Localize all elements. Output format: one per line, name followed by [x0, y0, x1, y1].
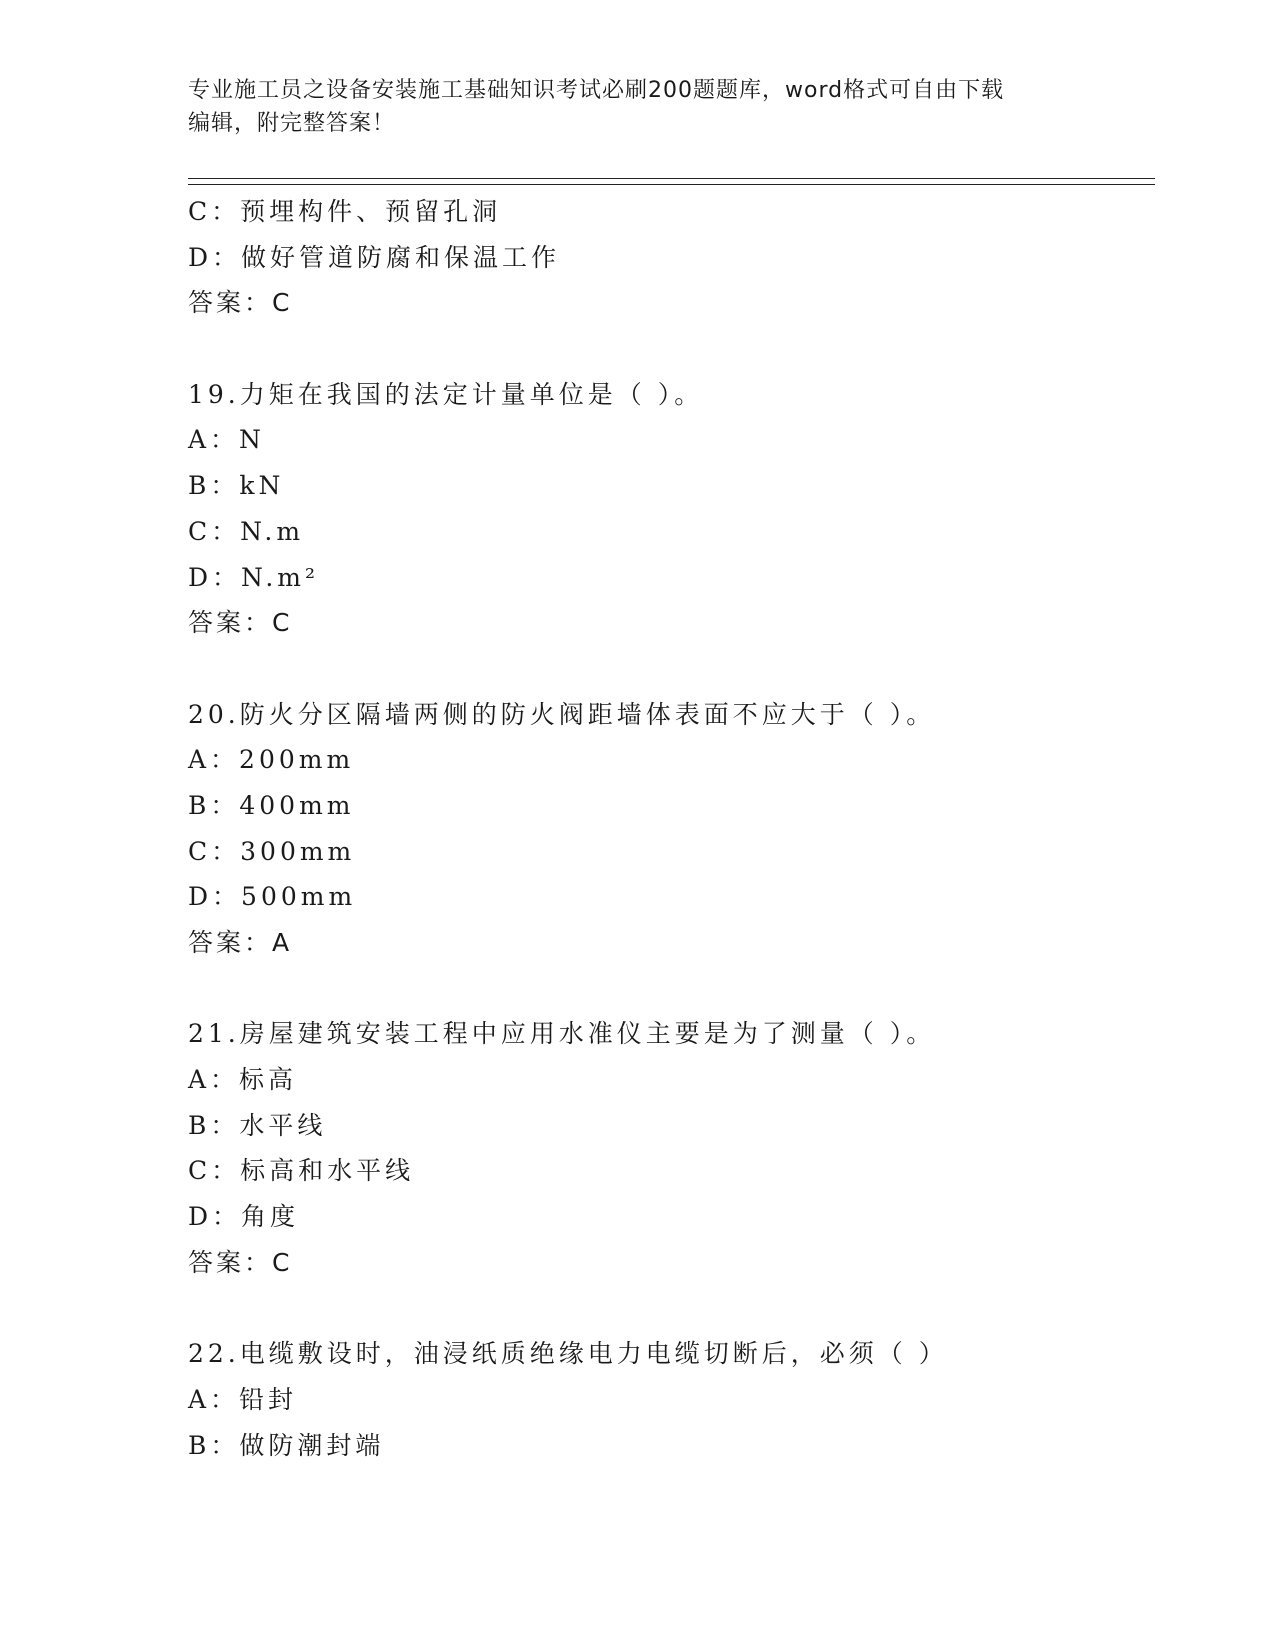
option-c: C：300mm	[188, 836, 356, 866]
question-22	[188, 1331, 1148, 1468]
option-d: D：500mm	[188, 882, 357, 912]
question-19	[188, 372, 1148, 646]
option-b: B：水平线	[188, 1110, 327, 1140]
option-c: C：预埋构件、预留孔洞	[188, 197, 502, 226]
header-title-line-2: 编辑，附完整答案！	[188, 111, 396, 136]
page-header	[188, 74, 1088, 140]
spacer	[188, 1286, 1148, 1332]
header-title-line-1: 专业施工员之设备安装施工基础知识考试必刷200题题库，word格式可自由下载	[188, 78, 1005, 103]
option-a: A：标高	[188, 1065, 298, 1095]
option-d: D：角度	[188, 1202, 300, 1232]
answer-line: 答案：C	[188, 1247, 293, 1277]
option-a: A：N	[188, 425, 265, 455]
spacer	[188, 326, 1148, 372]
answer-line: 答案：C	[188, 288, 293, 318]
option-c: C：N.m	[188, 516, 305, 546]
option-a: A：铅封	[188, 1384, 298, 1414]
option-c: C：标高和水平线	[188, 1156, 415, 1186]
carryover-question	[188, 189, 1148, 326]
option-b: B：kN	[188, 471, 285, 501]
question-20	[188, 692, 1148, 966]
question-21	[188, 1011, 1148, 1285]
spacer	[188, 646, 1148, 692]
question-stem: 22.电缆敷设时，油浸纸质绝缘电力电缆切断后，必须（ ）	[188, 1339, 948, 1369]
answer-line: 答案：C	[188, 608, 293, 638]
question-stem: 19.力矩在我国的法定计量单位是（ ）。	[188, 379, 704, 409]
answer-line: 答案：A	[188, 928, 293, 957]
option-d: D：做好管道防腐和保温工作	[188, 242, 561, 272]
option-b: B：做防潮封端	[188, 1430, 385, 1460]
option-a: A：200mm	[188, 745, 355, 775]
header-divider	[188, 178, 1155, 185]
question-stem: 20.防火分区隔墙两侧的防火阀距墙体表面不应大于（ ）。	[188, 699, 936, 729]
option-b: B：400mm	[188, 790, 355, 820]
question-stem: 21.房屋建筑安装工程中应用水准仪主要是为了测量（ ）。	[188, 1019, 936, 1049]
document-body	[188, 189, 1148, 1468]
spacer	[188, 966, 1148, 1012]
option-d: D：N.m²	[188, 562, 319, 592]
